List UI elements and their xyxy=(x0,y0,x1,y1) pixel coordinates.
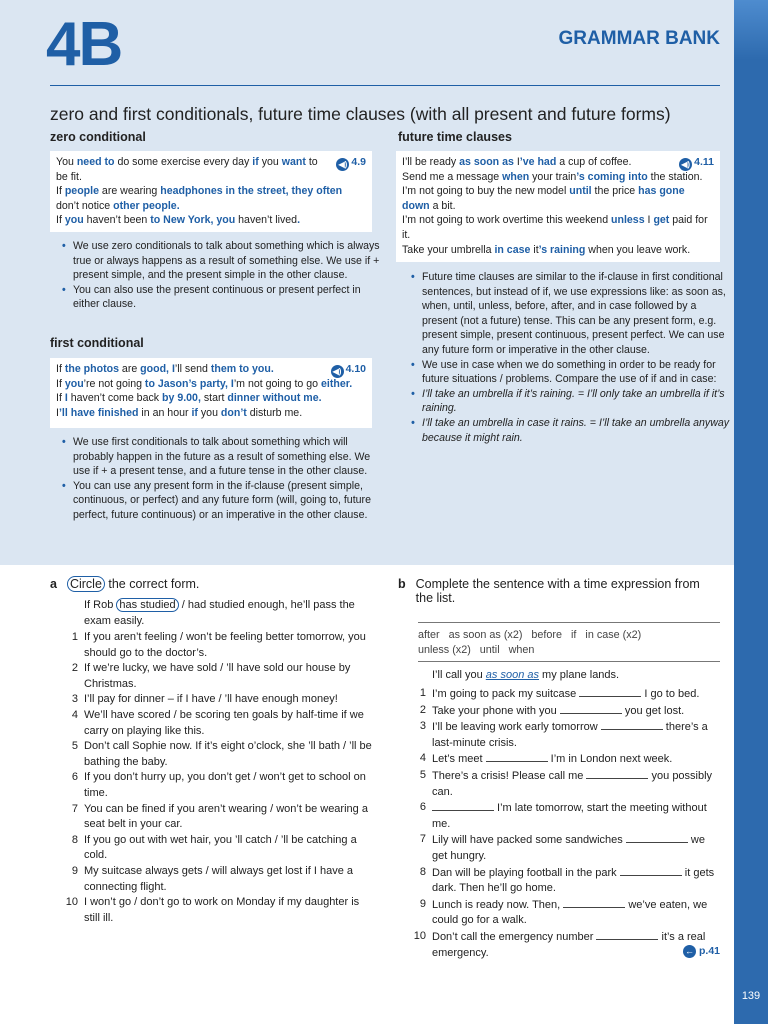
exercise-item: 9 Lunch is ready now. Then, we’ve eaten, we could go for a walk. xyxy=(419,897,708,927)
word-list-box: after as soon as (x2) before if in case (x2) unless (x2) until when xyxy=(418,622,720,662)
header-divider xyxy=(50,85,720,86)
example-sentence: You need to do some exercise every day if you want to be fit. xyxy=(56,156,318,183)
answer-blank[interactable] xyxy=(596,929,658,940)
answer-blank[interactable] xyxy=(432,800,494,811)
exercise-item: 10 I won’t go / don’t go to work on Monday if my daughter is still ill. xyxy=(65,896,360,924)
exercise-item: 8 If you go out with wet hair, you ’ll catch / ’ll be catching a cold. xyxy=(71,833,357,862)
answer-blank[interactable] xyxy=(563,897,625,908)
answer-blank[interactable] xyxy=(620,865,682,876)
back-link[interactable]: ← p.41 xyxy=(685,945,721,957)
exercise-item: 6 If you don’t hurry up, you don’t get / won’t get to school on time. xyxy=(71,771,366,799)
exercise-item: 8 Dan will be playing football in the park it gets dark. Then he’ll go home. xyxy=(419,865,715,895)
example-sentence: If you haven’t been to New York, you haven’t lived. xyxy=(56,214,301,227)
example-sentence: I’ll have finished in an hour if you don’t disturb me. xyxy=(56,406,303,419)
first-conditional-heading: first conditional xyxy=(50,336,144,350)
exercise-item: 7 You can be fined if you aren’t wearing / won’t be wearing a seat belt in your car. xyxy=(71,802,368,831)
example-sentence: If the photos are good, I’ll send them to you. xyxy=(56,363,274,375)
exercise-item: 4 We’ll have scored / be scoring ten goals by half-time if we carry on playing like this. xyxy=(71,708,364,737)
exercise-a-instruction: a Circle the correct form. xyxy=(50,577,200,591)
unit-number: 4B xyxy=(46,10,122,79)
note: • We use first conditionals to talk about something which will probably happen in the future as a result of something else. We use if + a present tense, and a future tense in the other clause. xyxy=(73,435,381,479)
exercise-item: 5 Don’t call Sophie now. If it’s eight o’clock, she ’ll bath / ’ll be bathing the baby. xyxy=(71,740,372,768)
exercise-a-list xyxy=(65,630,374,926)
page-title: zero and first conditionals, future time clauses (with all present and future forms) xyxy=(50,104,671,124)
page-edge-tab xyxy=(734,0,768,1024)
exercise-b-list xyxy=(413,686,720,961)
exercise-letter: a xyxy=(50,577,57,591)
speaker-icon: ◀) xyxy=(331,365,344,378)
audio-track-4-10[interactable]: ◀) 4.10 xyxy=(331,362,366,378)
speaker-icon: ◀) xyxy=(336,158,349,171)
exercise-item: 4 Let’s meet I’m in London next week. xyxy=(419,752,673,766)
example-sentence: If I haven’t come back by 9.00, start dinner without me. xyxy=(56,392,322,405)
answer-blank[interactable] xyxy=(601,719,663,730)
future-notes xyxy=(410,270,732,445)
page-number: 139 xyxy=(741,990,761,1002)
example-sentence: Take your umbrella in case it’s raining when you leave work. xyxy=(402,243,691,256)
exercise-b-instruction: b Complete the sentence with a time expression from the list. xyxy=(398,577,700,605)
zero-examples-box xyxy=(50,151,372,232)
note: • Future time clauses are similar to the if-clause in first conditional sentences, but instead of if, we use expressions like: as soon as, when, until, unless, before, after, and in case followed by a present (not a future) tense. This can be any present form, e.g. present simple, present continuous, present perfect. We can use any future form or imperative in the other clause. xyxy=(422,270,732,358)
note: • We use in case when we do something in order to be ready for future situations / problems. Compare the use of if and in case: xyxy=(422,358,732,387)
audio-track-4-11[interactable]: ◀) 4.11 xyxy=(679,155,714,171)
note: • We use zero conditionals to talk about something which is always true or always happens as a result of something else. We use if + present simple, and the present simple in the other clause. xyxy=(73,239,381,283)
example-sentence: Send me a message when your train’s coming into the station. xyxy=(402,170,703,183)
exercise-a-example: If Rob has studied / had studied enough, he’ll pass the exam easily. xyxy=(84,599,355,627)
example-sentence: I’m not going to buy the new model until the price has gone down a bit. xyxy=(402,185,685,212)
example-sentence: If you’re not going to Jason’s party, I’m not going to go either. xyxy=(56,377,353,390)
future-examples-box xyxy=(396,151,720,262)
example-sentence: If people are wearing headphones in the street, they often don’t notice other people. xyxy=(56,185,343,212)
speaker-icon: ◀) xyxy=(679,158,692,171)
exercise-item: 10 Don’t call the emergency number it’s a real emergency. xyxy=(413,929,706,959)
answer-blank[interactable] xyxy=(626,832,688,843)
section-label: GRAMMAR BANK xyxy=(558,28,720,49)
note: • You can also use the present continuous or present perfect in either clause. xyxy=(73,283,381,312)
note: • I’ll take an umbrella if it’s raining. = I’ll only take an umbrella if it’s raining. xyxy=(422,387,732,416)
answer-blank[interactable] xyxy=(579,686,641,697)
exercise-item: 9 My suitcase always gets / will always get lost if I have a connecting flight. xyxy=(71,864,353,893)
exercise-item: 1 If you aren’t feeling / won’t be feeling better tomorrow, you should go to the doctor’s. xyxy=(71,631,366,659)
exercise-item: 3 I’ll pay for dinner – if I have / ’ll have enough money! xyxy=(71,693,338,706)
first-examples-box xyxy=(50,358,372,428)
answer-blank[interactable] xyxy=(486,751,548,762)
audio-track-4-9[interactable]: ◀) 4.9 xyxy=(336,155,366,171)
answer-blank[interactable] xyxy=(586,768,648,779)
first-notes xyxy=(61,435,381,523)
exercise-b-example: I’ll call you as soon as my plane lands. xyxy=(432,669,620,681)
exercise-item: 2 Take your phone with you you get lost. xyxy=(419,703,685,717)
exercise-item: 3 I’ll be leaving work early tomorrow there’s a last-minute crisis. xyxy=(419,720,708,749)
zero-conditional-heading: zero conditional xyxy=(50,130,146,144)
exercise-item: 6 I’m late tomorrow, start the meeting without me. xyxy=(419,801,707,830)
future-time-clauses-heading: future time clauses xyxy=(398,130,512,144)
exercise-item: 5 There’s a crisis! Please call me you possibly can. xyxy=(419,768,713,798)
arrow-left-icon: ← xyxy=(685,946,694,956)
note: • You can use any present form in the if-clause (present simple, continuous, or perfect) and any future form (will, going to, future perfect, future continuous) or an imperative in the other clause. xyxy=(73,479,381,523)
note: • I’ll take an umbrella in case it rains. = I’ll take an umbrella anyway because it might rain. xyxy=(422,416,732,445)
exercise-item: 1 I’m going to pack my suitcase I go to bed. xyxy=(419,687,700,700)
example-sentence: I’m not going to work overtime this weekend unless I get paid for it. xyxy=(402,214,708,241)
zero-notes xyxy=(61,239,381,312)
exercise-item: 2 If we’re lucky, we have sold / ’ll have sold our house by Christmas. xyxy=(71,662,351,690)
exercise-letter: b xyxy=(398,577,406,591)
exercise-item: 7 Lily will have packed some sandwiches we get hungry. xyxy=(419,833,705,862)
answer-blank[interactable] xyxy=(560,703,622,714)
example-sentence: I’ll be ready as soon as I’ve had a cup of coffee. xyxy=(402,156,632,168)
